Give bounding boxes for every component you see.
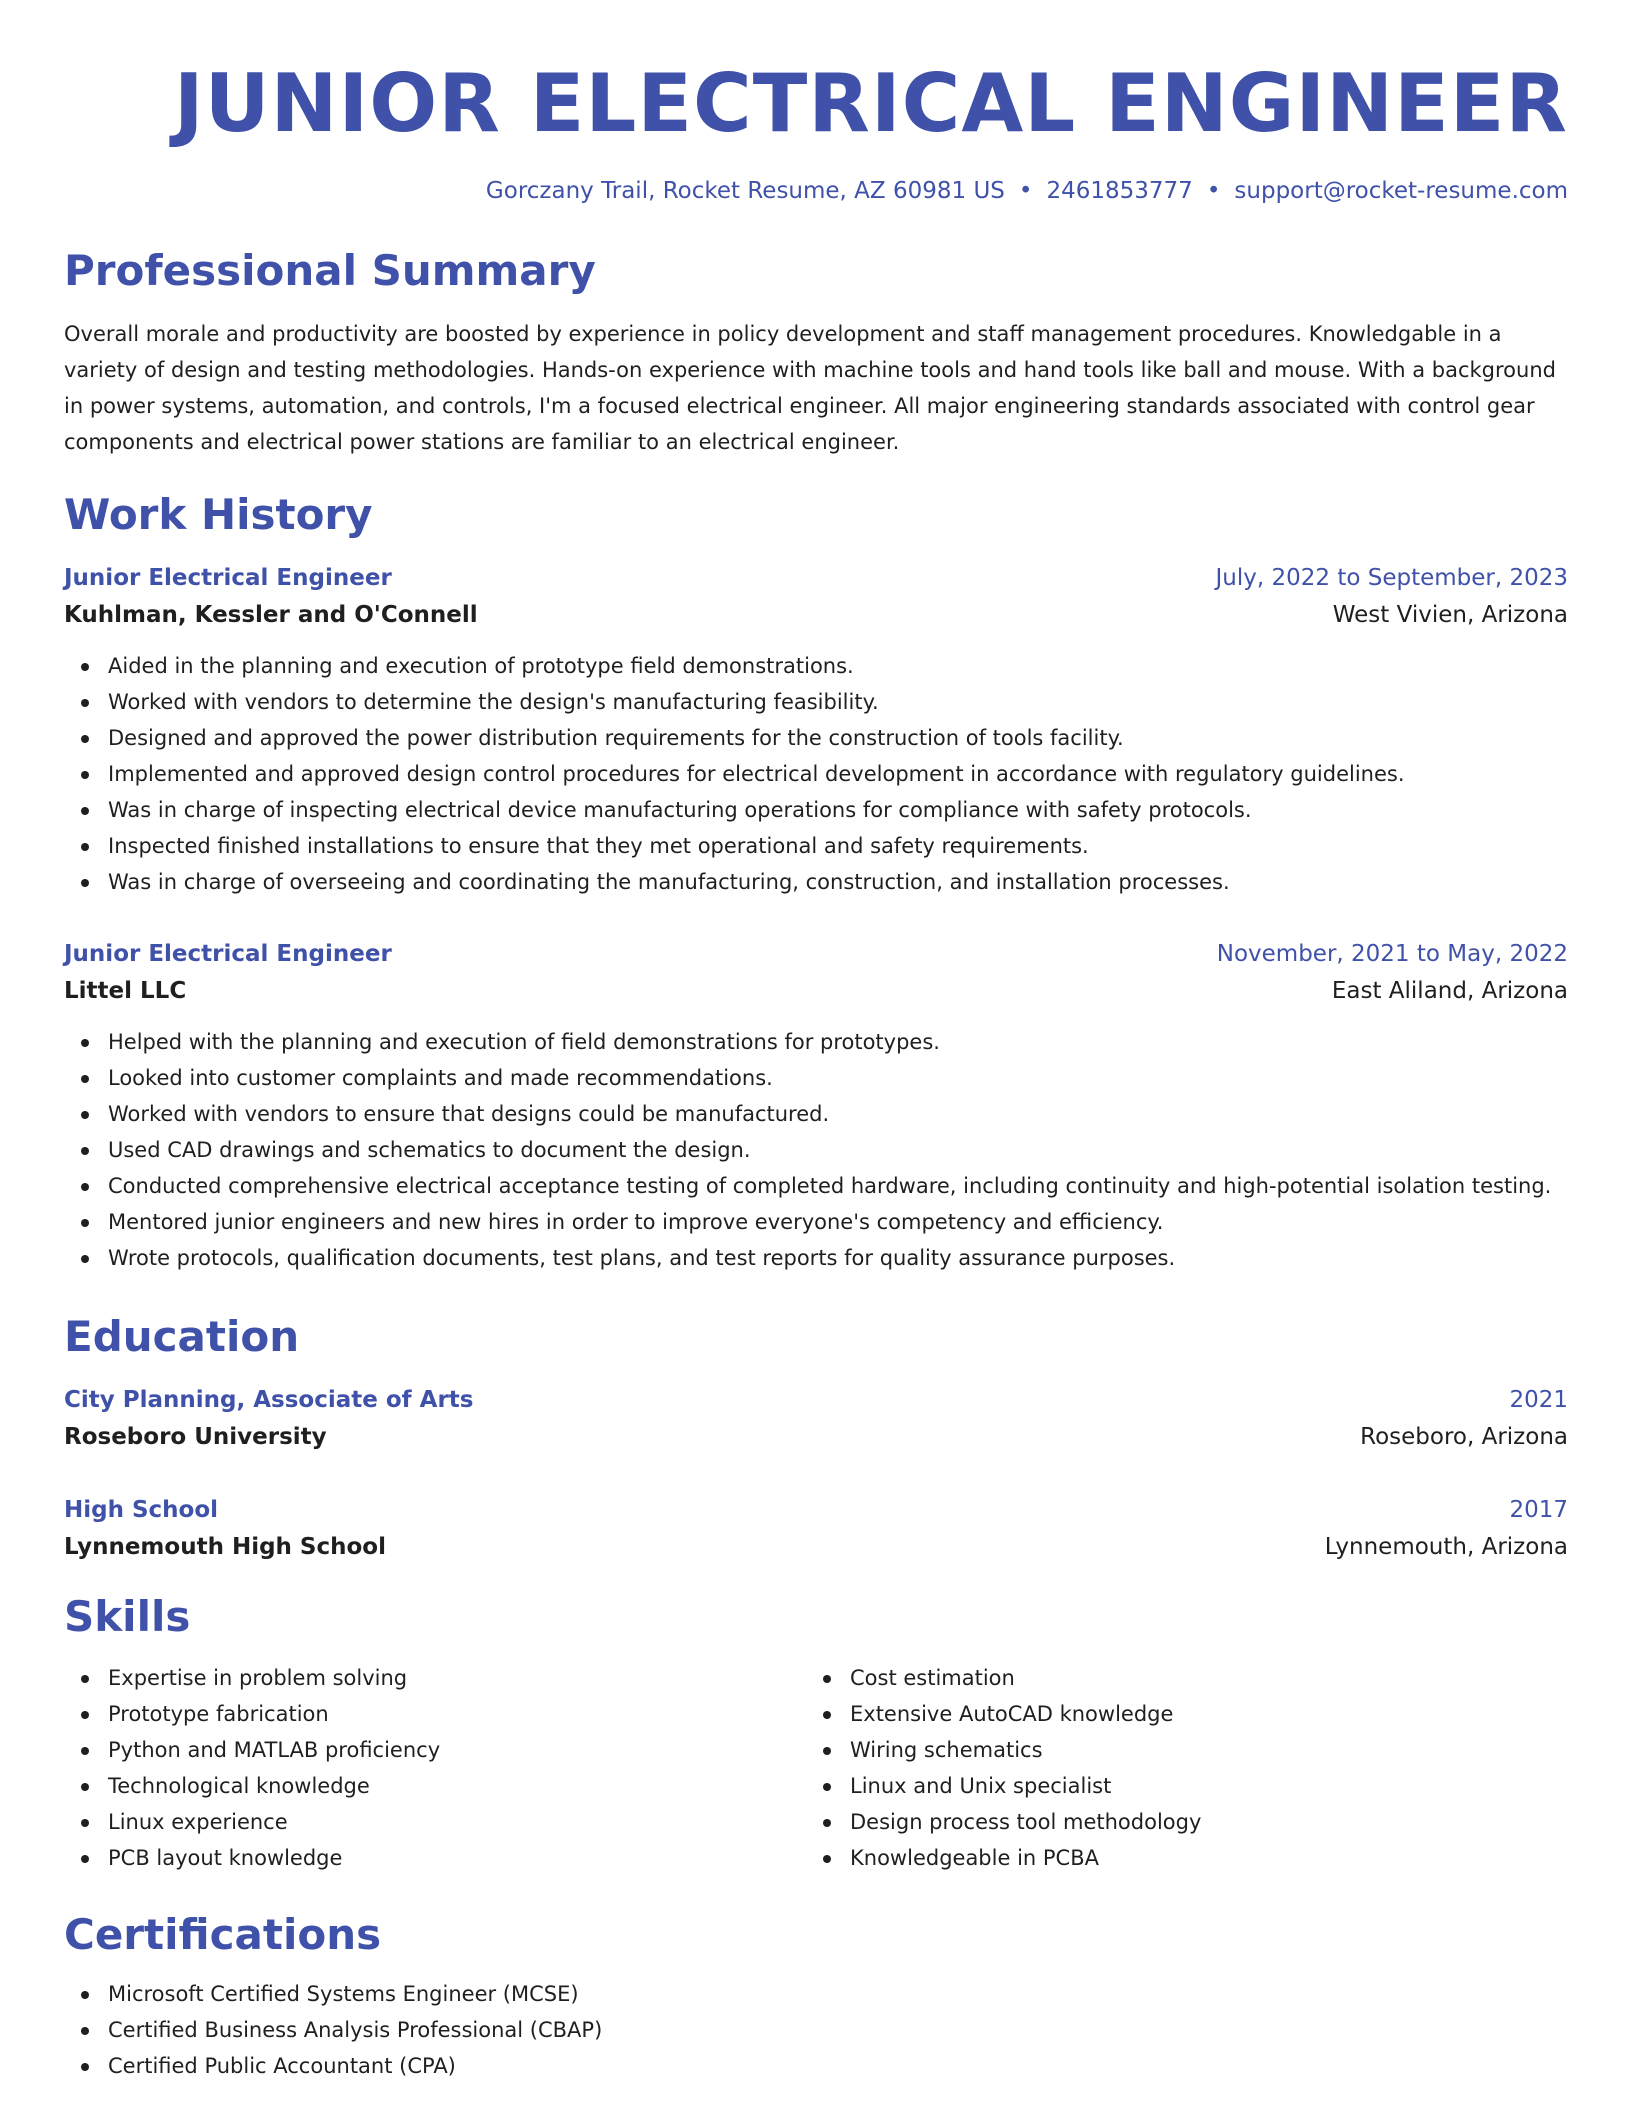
- contact-separator: •: [1018, 178, 1033, 204]
- certification-item: Certified Public Accountant (CPA): [108, 2048, 1568, 2084]
- education-location: Roseboro, Arizona: [1360, 1424, 1568, 1450]
- job-bullets: [64, 1024, 1568, 1276]
- job-bullet: Looked into customer complaints and made recommendations.: [108, 1060, 1568, 1096]
- education-school-row: [64, 1528, 1568, 1566]
- job-bullet: Designed and approved the power distribution requirements for the construction of tools facility.: [108, 720, 1568, 756]
- skills-heading: Skills: [64, 1592, 191, 1641]
- candidate-name: JUNIOR ELECTRICAL ENGINEER: [173, 57, 1568, 150]
- job-employer: Kuhlman, Kessler and O'Connell: [64, 602, 478, 628]
- education-school: Roseboro University: [64, 1424, 327, 1450]
- summary-text: Overall morale and productivity are boosted by experience in policy development and staff management procedures. Knowledgable in a variety of design and testing methodologies. Hands-on experience with machine tools and hand tools like ball and mouse. With a background in power systems, automation, and controls, I'm a focused electrical engineer. All major engineering standards associated with control gear components and electrical power stations are familiar to an electrical engineer.: [64, 322, 1556, 454]
- job-bullet: Aided in the planning and execution of prototype field demonstrations.: [108, 648, 1568, 684]
- job-location: West Vivien, Arizona: [1332, 602, 1568, 628]
- job-title: Junior Electrical Engineer: [64, 565, 392, 591]
- job-location: East Aliland, Arizona: [1331, 978, 1568, 1004]
- skill-item: Wiring schematics: [850, 1732, 1566, 1768]
- skill-item: Technological knowledge: [108, 1768, 806, 1804]
- contact-separator: •: [1206, 178, 1221, 204]
- skills-column-left: [64, 1660, 806, 1876]
- skill-item: Extensive AutoCAD knowledge: [850, 1696, 1566, 1732]
- job-bullet: Was in charge of inspecting electrical device manufacturing operations for compliance with safety protocols.: [108, 792, 1568, 828]
- job-bullet: Inspected finished installations to ensure that they met operational and safety requirements.: [108, 828, 1568, 864]
- job-dates: July, 2022 to September, 2023: [1215, 565, 1568, 591]
- job-title: Junior Electrical Engineer: [64, 941, 392, 967]
- certifications-heading: Certifications: [64, 1910, 382, 1959]
- job-employer: Littel LLC: [64, 978, 187, 1004]
- job-bullets: [64, 648, 1568, 900]
- contact-address: Gorczany Trail, Rocket Resume, AZ 60981 US: [485, 178, 1005, 204]
- education-header-row: [64, 1382, 1568, 1418]
- education-location: Lynnemouth, Arizona: [1324, 1534, 1568, 1560]
- skills-list-right: [806, 1660, 1566, 1876]
- job-bullet: Mentored junior engineers and new hires in order to improve everyone's competency and efficiency.: [108, 1204, 1568, 1240]
- education-school-row: [64, 1418, 1568, 1456]
- education-year: 2021: [1509, 1387, 1568, 1413]
- skill-item: Linux experience: [108, 1804, 806, 1840]
- job-header-row: [64, 936, 1568, 972]
- certification-item: Certified Business Analysis Professional (CBAP): [108, 2012, 1568, 2048]
- skill-item: Cost estimation: [850, 1660, 1566, 1696]
- contact-line: [64, 178, 1568, 204]
- job-entry: [64, 560, 1568, 900]
- education-header-row: [64, 1492, 1568, 1528]
- job-bullet: Worked with vendors to determine the design's manufacturing feasibility.: [108, 684, 1568, 720]
- certification-item: Microsoft Certified Systems Engineer (MCSE): [108, 1976, 1568, 2012]
- skills-list-left: [64, 1660, 806, 1876]
- job-employer-row: [64, 596, 1568, 634]
- job-bullet: Worked with vendors to ensure that designs could be manufactured.: [108, 1096, 1568, 1132]
- job-bullet: Was in charge of overseeing and coordinating the manufacturing, construction, and installation processes.: [108, 864, 1568, 900]
- summary-heading: Professional Summary: [64, 246, 596, 295]
- job-dates: November, 2021 to May, 2022: [1216, 941, 1568, 967]
- job-employer-row: [64, 972, 1568, 1010]
- education-school: Lynnemouth High School: [64, 1534, 386, 1560]
- certifications-list: [64, 1976, 1568, 2084]
- skill-item: Design process tool methodology: [850, 1804, 1566, 1840]
- job-entry: [64, 936, 1568, 1276]
- contact-phone: 2461853777: [1046, 178, 1193, 204]
- skill-item: Expertise in problem solving: [108, 1660, 806, 1696]
- education-degree: High School: [64, 1497, 219, 1523]
- job-bullet: Helped with the planning and execution of field demonstrations for prototypes.: [108, 1024, 1568, 1060]
- skill-item: Prototype fabrication: [108, 1696, 806, 1732]
- contact-email: support@rocket-resume.com: [1234, 178, 1568, 204]
- job-bullet: Conducted comprehensive electrical acceptance testing of completed hardware, including continuity and high-potential isolation testing.: [108, 1168, 1568, 1204]
- skill-item: PCB layout knowledge: [108, 1840, 806, 1876]
- education-entry: [64, 1492, 1568, 1566]
- job-header-row: [64, 560, 1568, 596]
- skills-column-right: [806, 1660, 1566, 1876]
- education-degree: City Planning, Associate of Arts: [64, 1387, 474, 1413]
- skill-item: Python and MATLAB proficiency: [108, 1732, 806, 1768]
- education-year: 2017: [1509, 1497, 1568, 1523]
- skills-grid: [64, 1660, 1568, 1876]
- job-bullet: Implemented and approved design control procedures for electrical development in accordance with regulatory guidelines.: [108, 756, 1568, 792]
- skill-item: Linux and Unix specialist: [850, 1768, 1566, 1804]
- education-heading: Education: [64, 1312, 300, 1361]
- work-history-heading: Work History: [64, 490, 373, 539]
- job-bullet: Wrote protocols, qualification documents, test plans, and test reports for quality assurance purposes.: [108, 1240, 1568, 1276]
- education-entry: [64, 1382, 1568, 1456]
- skill-item: Knowledgeable in PCBA: [850, 1840, 1566, 1876]
- job-bullet: Used CAD drawings and schematics to document the design.: [108, 1132, 1568, 1168]
